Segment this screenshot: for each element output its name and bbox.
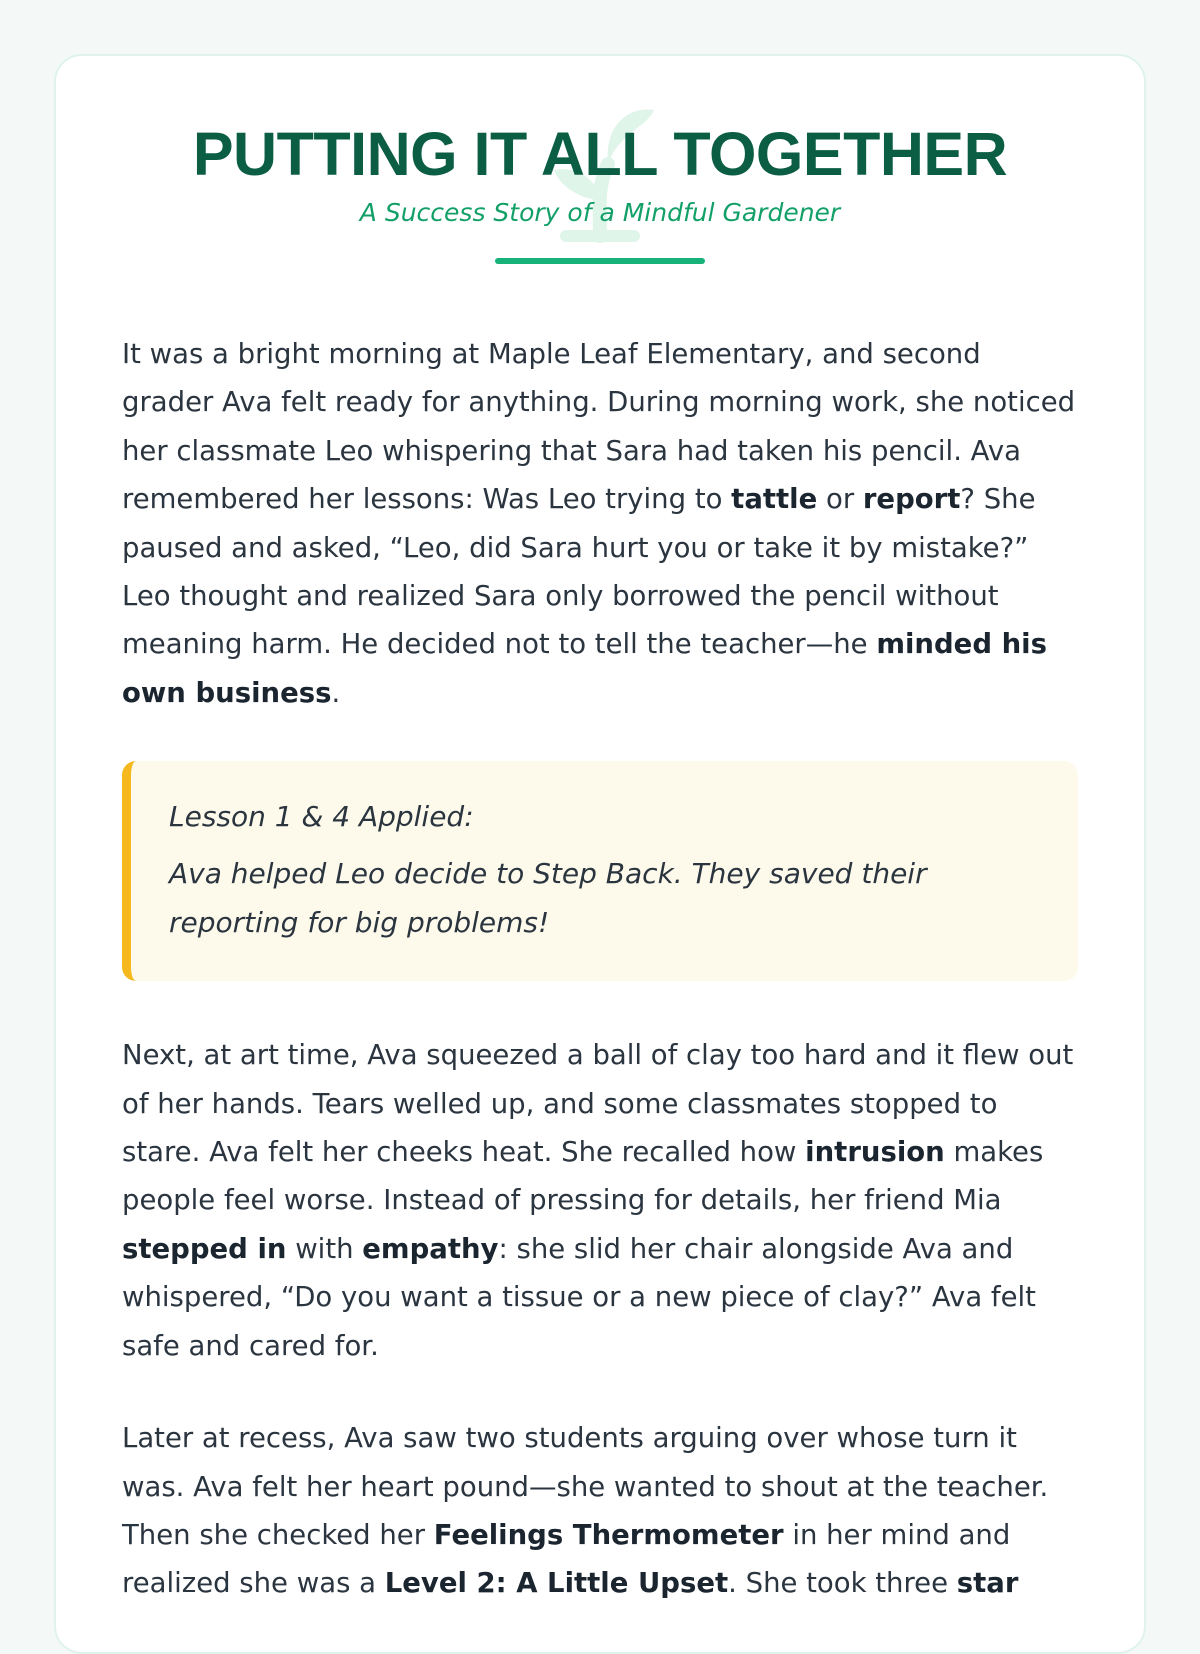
lesson-callout bbox=[122, 761, 1078, 981]
bold-term: empathy bbox=[362, 1232, 499, 1265]
callout-title: Lesson 1 & 4 Applied: bbox=[169, 800, 474, 834]
paragraph-text: . She took three bbox=[728, 1567, 957, 1600]
story-paragraph bbox=[122, 1414, 1078, 1608]
paragraph-text: or bbox=[817, 483, 863, 516]
bold-term: minded his own business bbox=[122, 628, 1047, 709]
paragraph-text: in her mind and realized she was a bbox=[122, 1518, 1011, 1600]
paragraph-text: ? She paused and asked, “Leo, did Sara hurt you or take it by mistake?” Leo thought and realized Sara only borrowed the pencil without meaning harm. He decided not to tell the teacher—he bbox=[122, 483, 1036, 661]
paragraph-text: with bbox=[286, 1232, 363, 1265]
story-paragraph bbox=[122, 1031, 1078, 1370]
story-content bbox=[56, 264, 1144, 1608]
paragraph-text: : she slid her chair alongside Ava and whispered, “Do you want a tissue or a new piece of clay?” Ava felt safe and cared for. bbox=[122, 1232, 1036, 1362]
story-paragraph bbox=[122, 330, 1078, 717]
bold-term: Feelings Thermometer bbox=[433, 1518, 784, 1551]
paragraph-text: Next, at art time, Ava squeezed a ball of clay too hard and it flew out of her hands. Tears welled up, and some classmates stopped to stare. Ava felt her cheeks heat. She recalled how bbox=[122, 1039, 1074, 1169]
page-subtitle: A Success Story of a Mindful Gardener bbox=[359, 198, 841, 227]
paragraph-text: . bbox=[331, 676, 341, 709]
bold-term: stepped in bbox=[122, 1232, 287, 1265]
bold-term: Level 2: A Little Upset bbox=[384, 1567, 729, 1600]
bold-term: tattle bbox=[731, 483, 818, 516]
callout-text: Ava helped Leo decide to Step Back. They saved their reporting for big problems! bbox=[169, 857, 927, 940]
paragraph-text: Later at recess, Ava saw two students arguing over whose turn it was. Ava felt her heart pound—she wanted to shout at the teacher. Then she checked her bbox=[122, 1422, 1049, 1551]
bold-term: intrusion bbox=[805, 1136, 945, 1169]
title-divider bbox=[495, 258, 705, 264]
page-title: PUTTING IT ALL TOGETHER bbox=[192, 120, 1008, 188]
bold-term: star bbox=[956, 1567, 1019, 1600]
story-card bbox=[54, 54, 1146, 1654]
bold-term: report bbox=[862, 483, 961, 516]
story-header bbox=[56, 56, 1144, 264]
paragraph-text: It was a bright morning at Maple Leaf Elementary, and second grader Ava felt ready for anything. During morning work, she noticed her classmate Leo whispering that Sara had taken his pencil. Ava remembered her lessons: Was Leo trying to bbox=[122, 338, 1076, 516]
paragraph-text: makes people feel worse. Instead of pressing for details, her friend Mia bbox=[122, 1136, 1044, 1217]
